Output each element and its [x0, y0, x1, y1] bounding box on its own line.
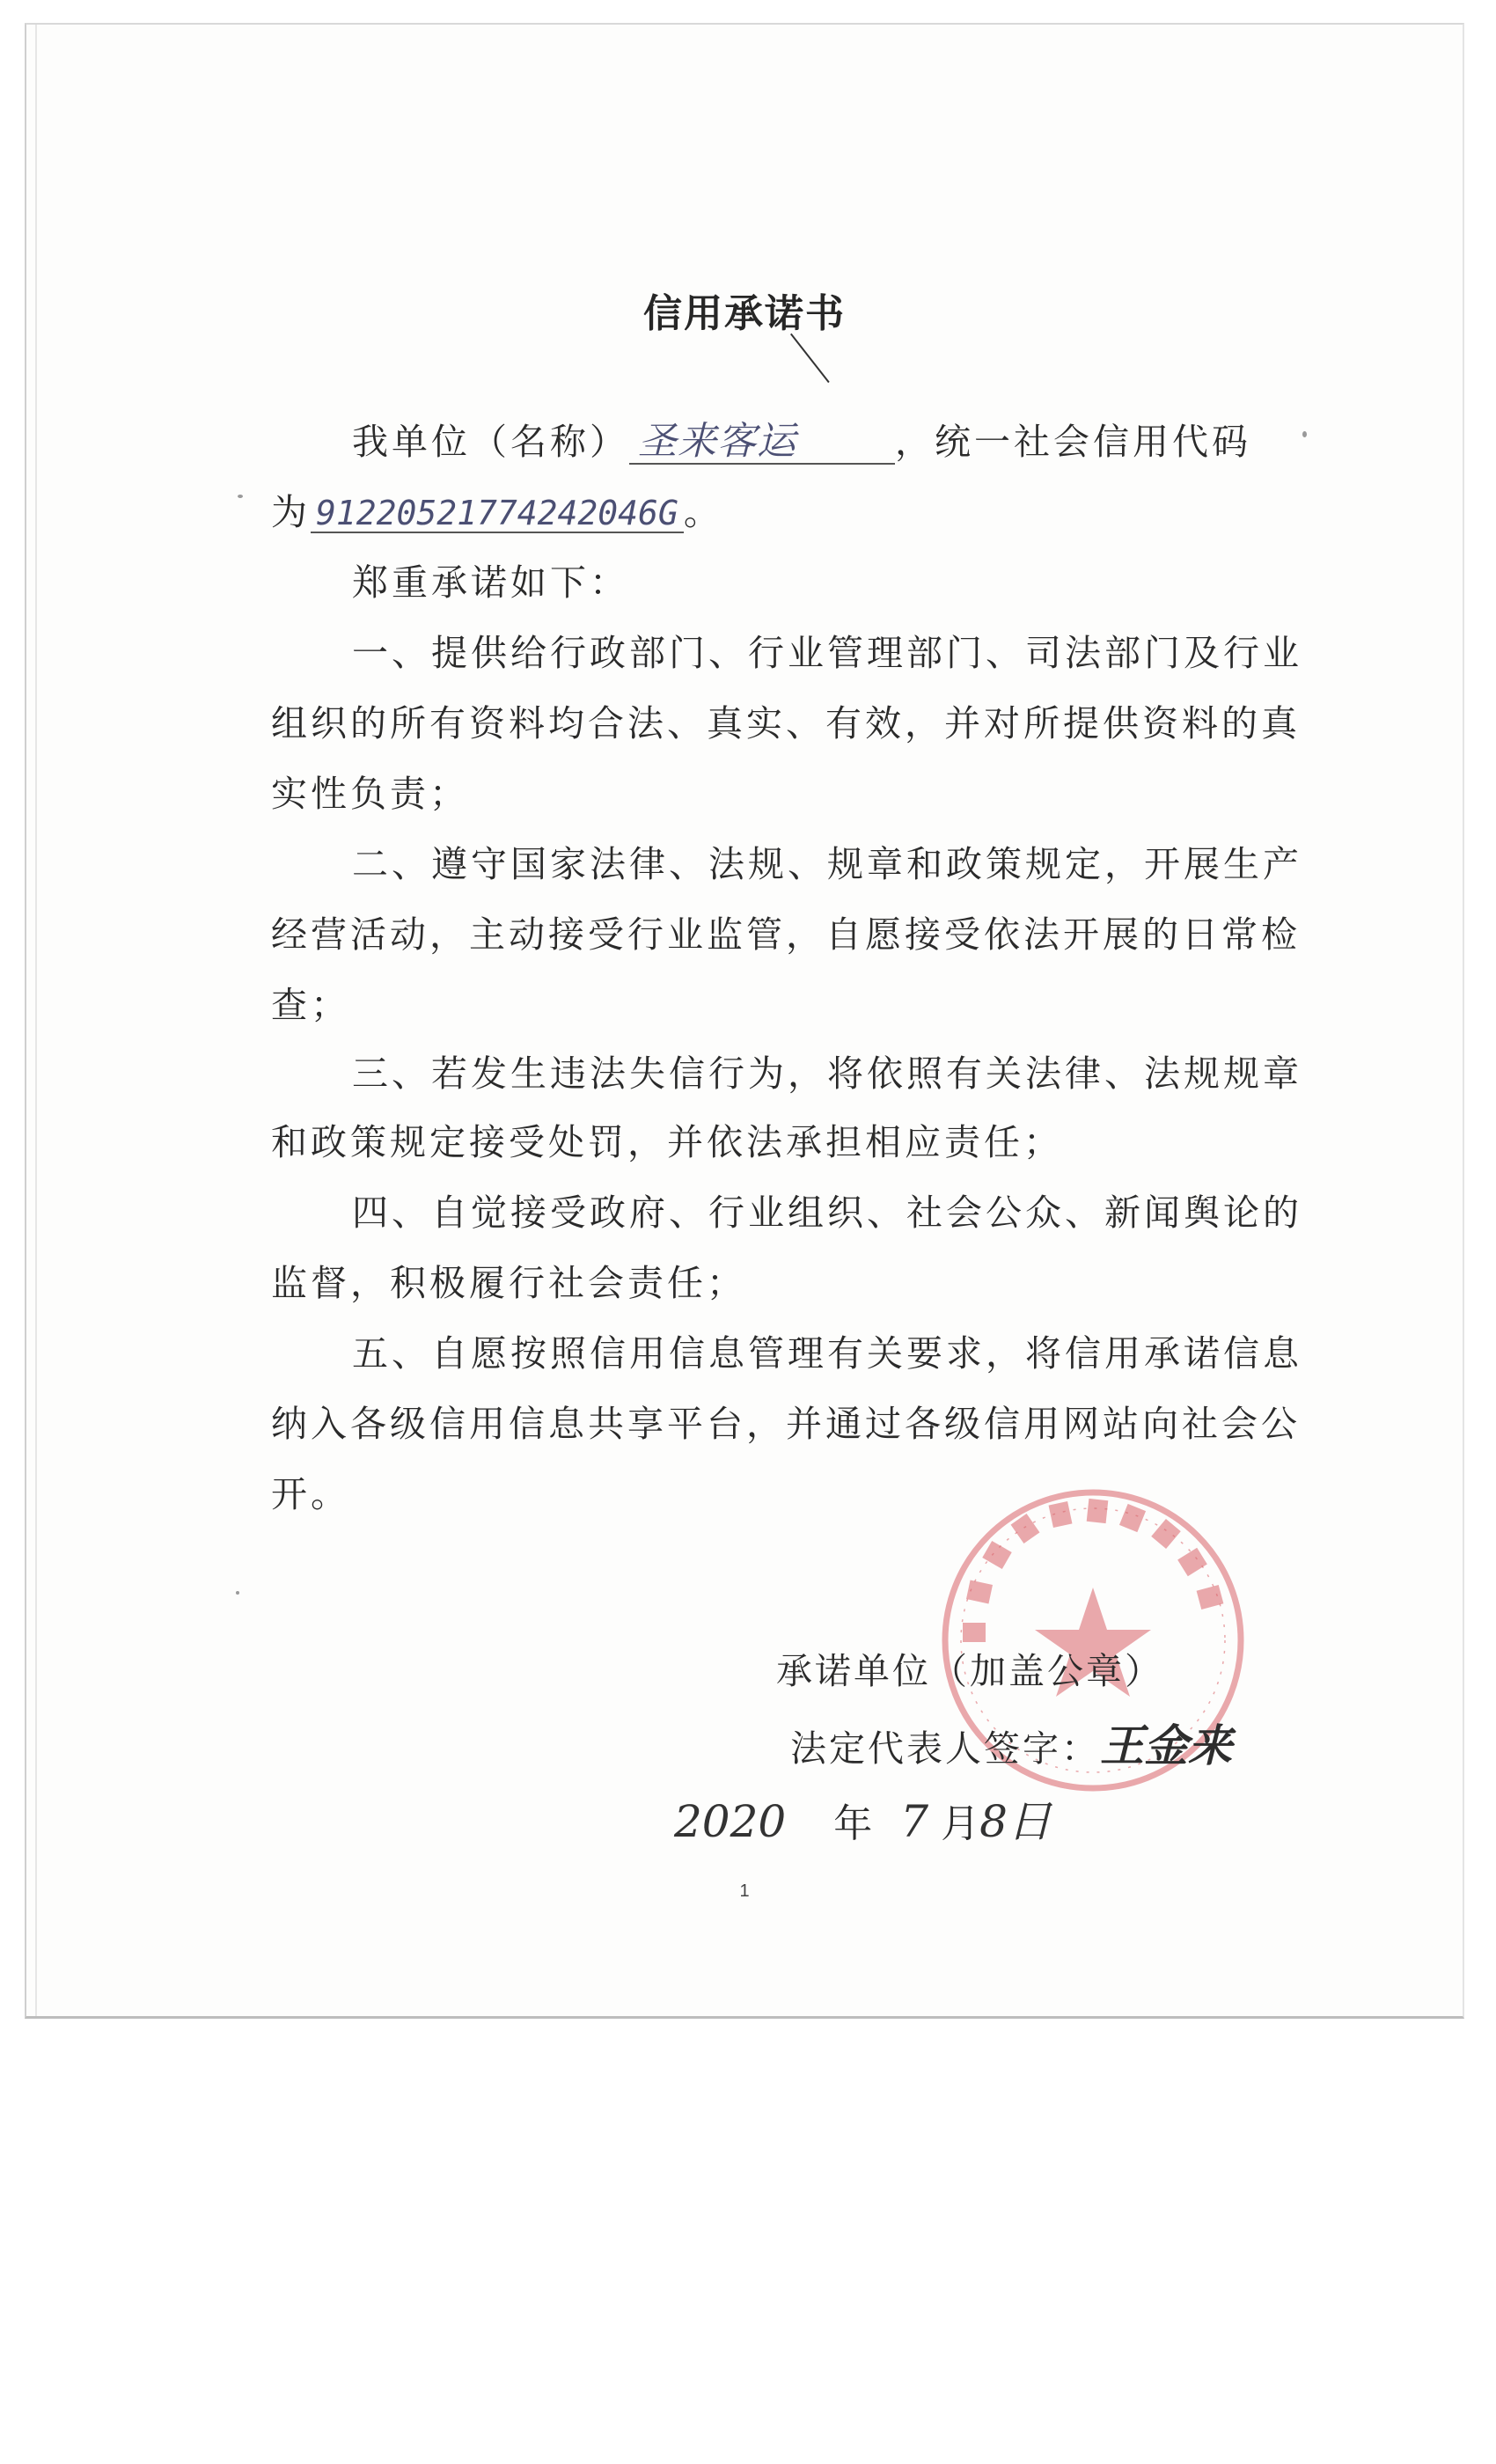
handwritten-signature: 王金来	[1100, 1720, 1232, 1771]
legal-rep-line	[790, 1711, 1232, 1774]
company-name-field: 圣来客运	[629, 422, 895, 465]
body-line: 一、提供给行政部门、行业管理部门、司法部门及行业	[352, 632, 1302, 674]
body-line: 开。	[271, 1473, 350, 1515]
date-line	[674, 1786, 1052, 1850]
pen-stroke-mark	[790, 334, 830, 383]
body-line: 监督，积极履行社会责任；	[271, 1262, 746, 1304]
solemn-line: 郑重承诺如下：	[352, 561, 629, 604]
body-line: 五、自愿按照信用信息管理有关要求，将信用承诺信息	[352, 1332, 1302, 1375]
code-suffix: 。	[683, 491, 723, 533]
body-line: 查；	[271, 984, 350, 1026]
credit-code-line	[271, 491, 723, 533]
scan-speck	[1302, 431, 1307, 437]
intro-prefix: 我单位（名称）	[352, 421, 629, 463]
credit-code-field: 91220521774242046G	[311, 496, 684, 533]
body-line: 三、若发生违法失信行为，将依照有关法律、法规规章	[352, 1052, 1302, 1095]
code-prefix: 为	[271, 491, 311, 533]
committing-unit-label: 承诺单位（加盖公章）	[776, 1650, 1163, 1692]
body-line: 纳入各级信用信息共享平台，并通过各级信用网站向社会公	[271, 1403, 1301, 1445]
body-line: 实性负责；	[271, 773, 469, 815]
body-line: 二、遵守国家法律、法规、规章和政策规定，开展生产	[352, 843, 1302, 885]
scan-speck	[238, 495, 243, 498]
date-month-char: 月	[941, 1801, 980, 1846]
scan-speck	[236, 1591, 239, 1595]
page-number: 1	[739, 1881, 750, 1901]
body-line: 和政策规定接受处罚，并依法承担相应责任；	[271, 1121, 1063, 1163]
body-line: 四、自觉接受政府、行业组织、社会公众、新闻舆论的	[352, 1192, 1302, 1234]
scanned-page	[25, 23, 1464, 2019]
legal-rep-label: 法定代表人签字：	[790, 1727, 1100, 1770]
date-year-char: 年	[833, 1801, 873, 1846]
date-day: 8日	[979, 1796, 1052, 1847]
document-title: 信用承诺书	[643, 291, 846, 336]
body-line: 组织的所有资料均合法、真实、有效，并对所提供资料的真	[271, 702, 1301, 744]
intro-after-name: ，统一社会信用代码	[895, 421, 1251, 463]
intro-line	[352, 419, 1251, 465]
body-line: 经营活动，主动接受行业监管，自愿接受依法开展的日常检	[271, 913, 1301, 956]
date-year: 2020	[674, 1796, 787, 1847]
date-month: 7	[900, 1796, 929, 1847]
